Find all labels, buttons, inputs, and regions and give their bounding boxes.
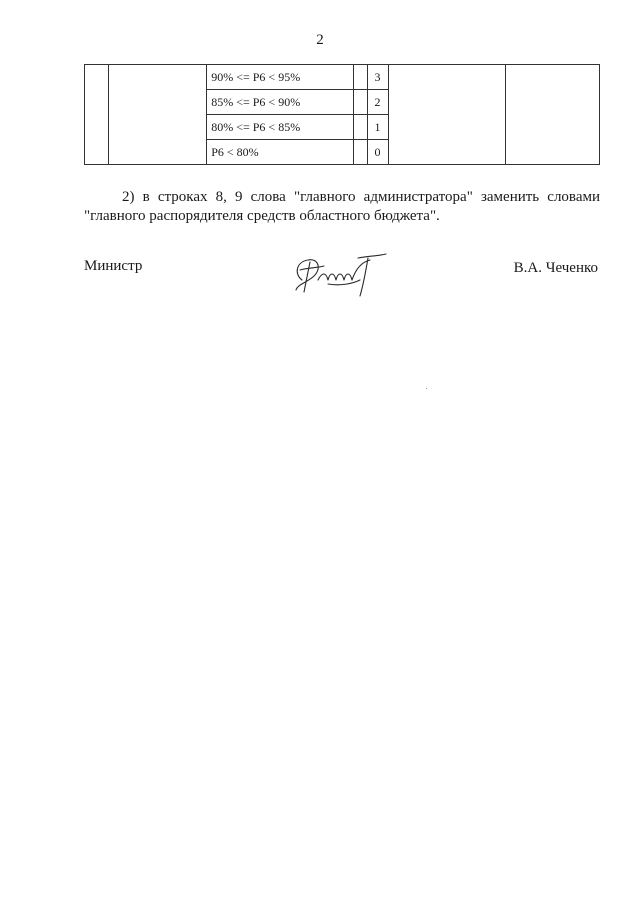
table-cell-empty <box>353 140 367 165</box>
score-cell: 1 <box>367 115 388 140</box>
table-cell-empty <box>109 65 207 165</box>
scan-speck <box>426 388 427 389</box>
page-number: 2 <box>316 32 324 48</box>
condition-cell: 85% <= P6 < 90% <box>207 90 353 115</box>
signatory-name: В.А. Чеченко <box>513 260 598 276</box>
score-cell: 0 <box>367 140 388 165</box>
table-cell-empty <box>505 65 599 165</box>
table-cell-empty <box>353 90 367 115</box>
table-cell-empty <box>353 115 367 140</box>
table-row <box>85 65 600 90</box>
amendment-paragraph: 2) в строках 8, 9 слова "главного администратора" заменить словами "главного распорядителя средств областного бюджета". <box>84 189 600 224</box>
table-cell-empty <box>85 65 109 165</box>
score-cell: 3 <box>367 65 388 90</box>
condition-cell: P6 < 80% <box>207 140 353 165</box>
score-cell: 2 <box>367 90 388 115</box>
signature-image <box>288 250 392 298</box>
table-cell-empty <box>388 65 505 165</box>
signatory-title: Министр <box>84 258 143 274</box>
condition-cell: 90% <= P6 < 95% <box>207 65 353 90</box>
table-cell-empty <box>353 65 367 90</box>
condition-cell: 80% <= P6 < 85% <box>207 115 353 140</box>
score-table <box>84 64 600 165</box>
